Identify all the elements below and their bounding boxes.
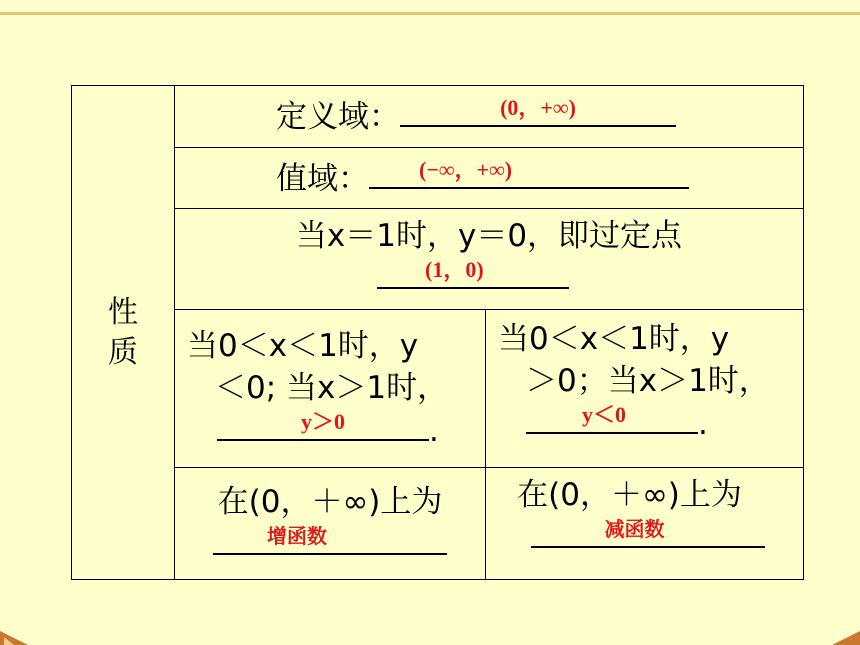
fixed-point-blank	[377, 257, 569, 289]
right-sign-answer: y＜0	[582, 402, 627, 427]
left-mono-cell	[175, 468, 486, 580]
range-answer: (−∞，+∞)	[419, 156, 513, 182]
domain-label: 定义域：	[276, 99, 400, 135]
range-row	[175, 148, 804, 209]
left-sign-answer: y＞0	[300, 409, 345, 434]
range-blank	[369, 157, 689, 189]
left-mono-blank	[213, 523, 447, 555]
top-decorative-line	[0, 12, 860, 15]
side-label-text: 性质	[108, 294, 138, 370]
right-sign-blank	[526, 402, 698, 434]
right-sign-line2: ＞0；当x＞1时，	[526, 363, 770, 399]
domain-row	[175, 86, 804, 148]
domain-blank	[400, 95, 676, 127]
left-mono-text: 在(0，＋∞)上为	[217, 484, 443, 520]
right-mono-answer: 减函数	[604, 517, 665, 541]
properties-side-label	[72, 86, 175, 580]
left-sign-line1: 当0＜x＜1时，y	[187, 328, 419, 364]
left-sign-period: .	[429, 413, 439, 449]
right-mono-cell	[486, 468, 804, 580]
range-label: 值域：	[276, 160, 369, 197]
right-sign-line1: 当0＜x＜1时，y	[498, 321, 730, 357]
fixed-point-answer: (1，0)	[425, 256, 484, 282]
right-sign-cell	[486, 310, 804, 468]
left-sign-blank	[217, 409, 429, 441]
domain-answer: (0，+∞)	[500, 95, 576, 120]
fixed-point-row	[175, 209, 804, 310]
right-mono-blank	[531, 516, 765, 548]
properties-table	[71, 85, 804, 580]
corner-ornament-left	[0, 631, 28, 645]
left-sign-cell	[175, 310, 486, 468]
right-mono-text: 在(0，＋∞)上为	[517, 477, 742, 513]
left-mono-answer: 增函数	[267, 524, 327, 548]
left-sign-line2: ＜0; 当x＞1时，	[215, 370, 449, 406]
right-sign-period: .	[698, 406, 708, 442]
corner-ornament-right	[832, 631, 860, 645]
fixed-point-text: 当x＝1时，y＝0，即过定点	[295, 217, 683, 254]
